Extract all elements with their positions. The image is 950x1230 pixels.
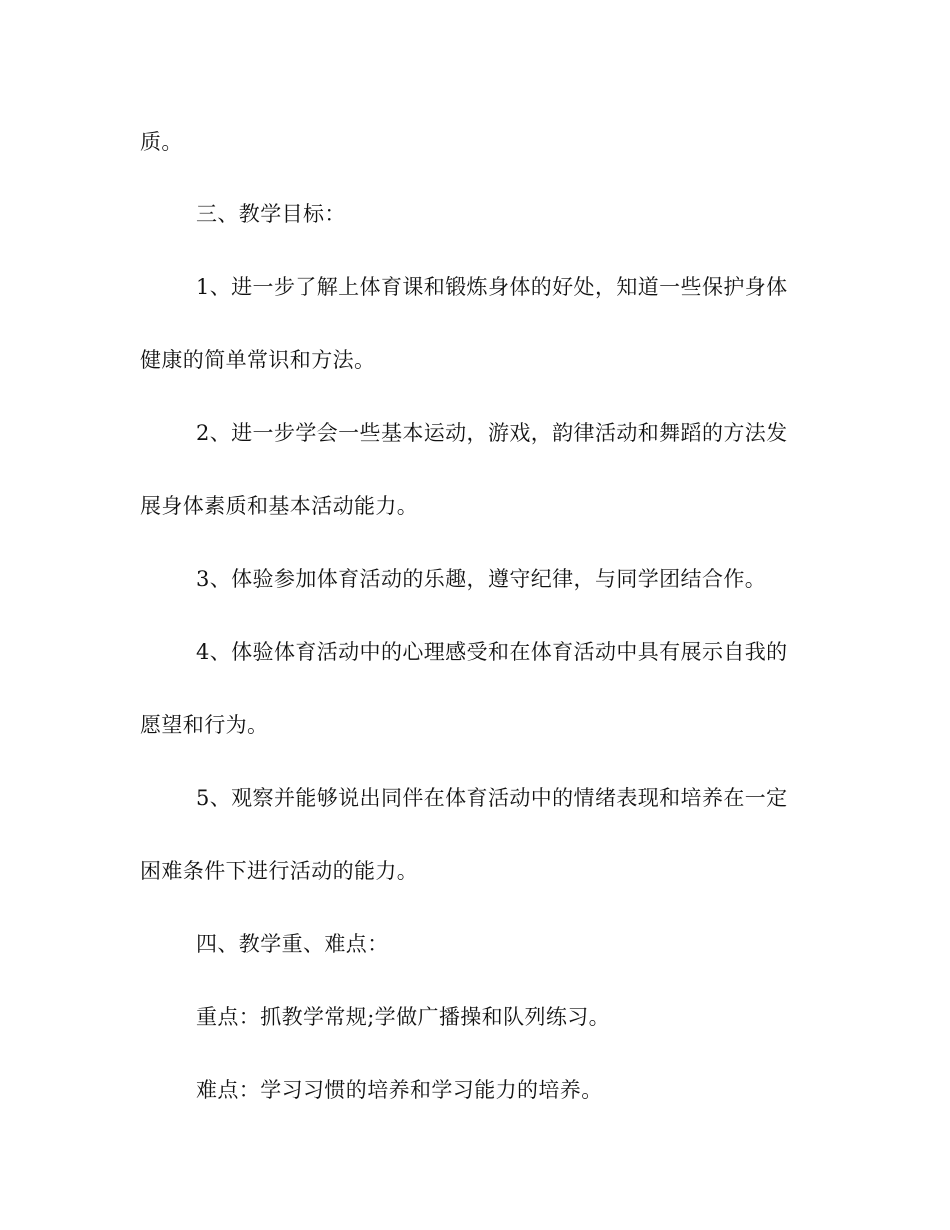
difficult-point: 难点：学习习惯的培养和学习能力的培养。: [196, 1078, 603, 1102]
key-point: 重点：抓教学常规;学做广播操和队列练习。: [196, 1005, 611, 1029]
goal-5-line-2: 困难条件下进行活动的能力。: [140, 859, 419, 883]
paragraph-continuation: 质。: [140, 130, 183, 154]
section-heading-teaching-goals: 三、教学目标：: [196, 202, 346, 226]
goal-5-line-1: 5、观察并能够说出同伴在体育活动中的情绪表现和培养在一定: [196, 786, 788, 810]
goal-4-line-2: 愿望和行为。: [140, 713, 269, 737]
goal-1-line-2: 健康的简单常识和方法。: [140, 348, 376, 372]
goal-4-line-1: 4、体验体育活动中的心理感受和在体育活动中具有展示自我的: [196, 640, 788, 664]
goal-2-line-1: 2、进一步学会一些基本运动，游戏，韵律活动和舞蹈的方法发: [196, 421, 788, 445]
goal-1-line-1: 1、进一步了解上体育课和锻炼身体的好处，知道一些保护身体: [196, 275, 788, 299]
goal-3: 3、体验参加体育活动的乐趣，遵守纪律，与同学团结合作。: [196, 567, 767, 591]
section-heading-key-points: 四、教学重、难点：: [196, 932, 389, 956]
goal-2-line-2: 展身体素质和基本活动能力。: [140, 494, 419, 518]
